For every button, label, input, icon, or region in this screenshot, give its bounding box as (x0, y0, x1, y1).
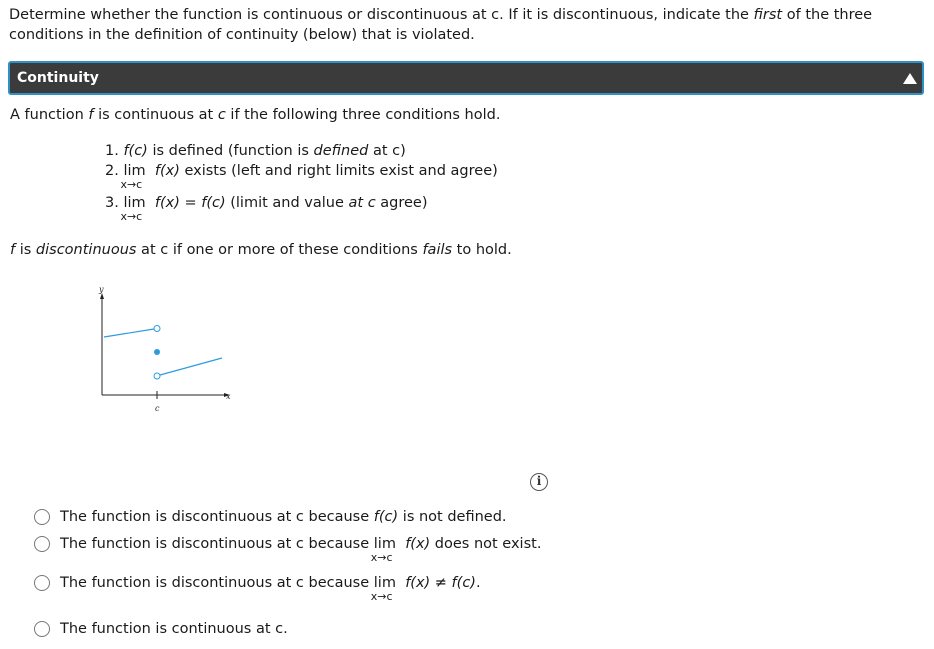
c-label: c (155, 404, 160, 413)
condition-1: 1. f(c) is defined (function is defined at c) (105, 143, 406, 159)
limit-notation: lim x→c (120, 195, 146, 223)
closed-point (154, 349, 160, 355)
x-axis-label: x (226, 392, 231, 401)
collapse-triangle-icon[interactable] (903, 73, 917, 84)
y-axis-label: y (99, 285, 104, 294)
limit-notation: lim x→c (120, 163, 146, 191)
continuity-panel-header[interactable] (8, 61, 924, 95)
limit-notation: lim x→c (370, 575, 396, 603)
radio-button[interactable] (34, 575, 50, 591)
option-label: The function is discontinuous at c because f(c) is not defined. (60, 509, 507, 525)
option-label: The function is discontinuous at c because lim x→c f(x) ≠ f(c). (60, 575, 481, 603)
limit-notation: lim x→c (370, 536, 396, 564)
radio-button[interactable] (34, 536, 50, 552)
discontinuity-statement: f is discontinuous at c if one or more of these conditions fails to hold. (10, 242, 512, 258)
prompt-text: of the three (782, 7, 873, 23)
open-point-right (154, 373, 160, 379)
option-label: The function is continuous at c. (60, 621, 288, 637)
prompt-emphasis: first (753, 7, 783, 23)
condition-2: 2. lim x→c f(x) exists (left and right limits exist and agree) (105, 163, 498, 191)
open-point-left (154, 326, 160, 332)
info-icon[interactable]: i (530, 473, 548, 491)
answer-option-4[interactable] (34, 621, 288, 637)
right-branch (160, 358, 222, 375)
panel-title: Continuity (17, 70, 99, 86)
left-branch (104, 329, 154, 337)
answer-option-2[interactable] (34, 536, 542, 564)
discontinuity-graph (90, 283, 250, 418)
prompt-text: conditions in the definition of continuity (below) that is violated. (9, 27, 475, 43)
definition-intro: A function f is continuous at c if the following three conditions hold. (10, 107, 501, 123)
radio-button[interactable] (34, 621, 50, 637)
question-prompt (9, 5, 909, 45)
radio-button[interactable] (34, 509, 50, 525)
answer-option-3[interactable] (34, 575, 481, 603)
prompt-text: Determine whether the function is continuous or discontinuous at c. If it is discontinuous, indicate the (9, 7, 754, 23)
answer-option-1[interactable] (34, 509, 507, 525)
option-label: The function is discontinuous at c because lim x→c f(x) does not exist. (60, 536, 542, 564)
condition-3: 3. lim x→c f(x) = f(c) (limit and value at c agree) (105, 195, 428, 223)
